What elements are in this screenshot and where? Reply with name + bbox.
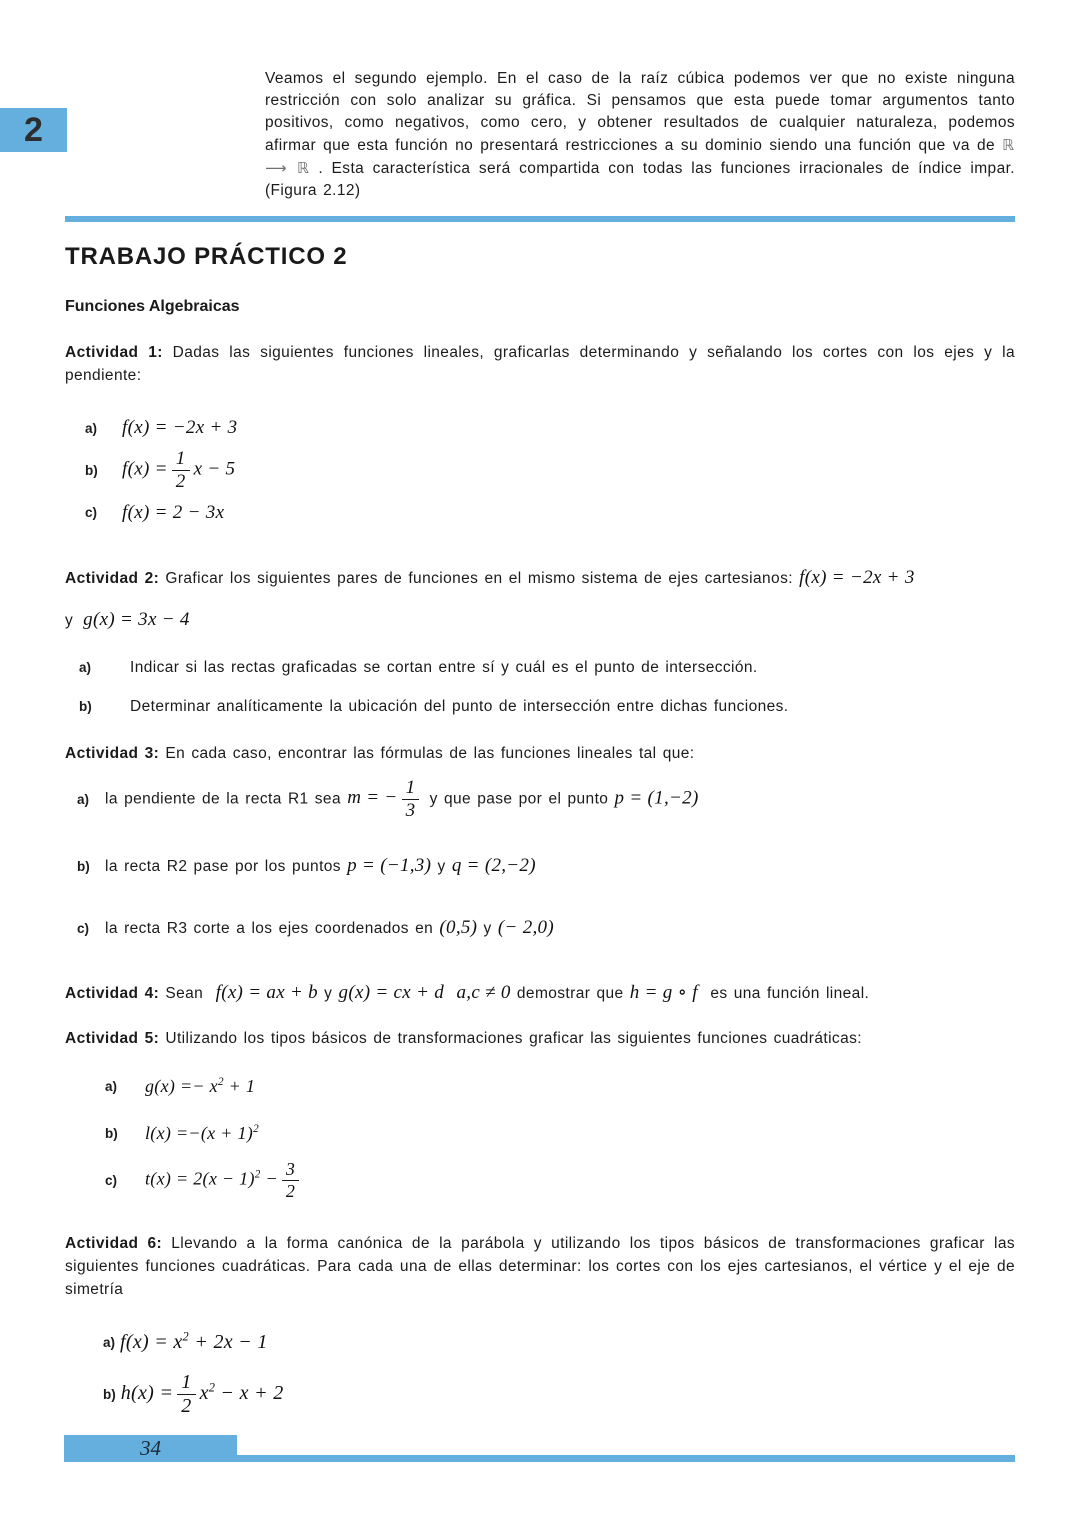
activity-6-item-b [103,1371,1015,1418]
item-b-text [105,855,536,877]
item-b-label: b) [103,1386,116,1402]
fraction [402,777,420,822]
activity-3-statement [65,742,1015,765]
item-a-text: Indicar si las rectas graficadas se cortan entre sí y cuál es el punto de intersección. [130,658,758,676]
activity-6 [65,1232,1015,1418]
intercept-2: (− 2,0) [497,917,554,939]
composition-formula: h = g ∘ f [629,982,698,1004]
page-number: 34 [140,1436,161,1460]
fraction-denominator: 3 [402,799,420,822]
activity-5-label: Actividad 5: [65,1030,160,1048]
item-b-text-1: la recta R2 pase por los puntos [105,858,341,876]
activity-2-statement [65,566,1015,590]
exponent: 2 [208,1380,216,1395]
activity-5-item-a [105,1076,1015,1097]
exponent: 2 [254,1168,261,1181]
exponent: 2 [253,1123,259,1136]
point-p: p = (1,−2) [614,787,699,809]
activity-3-item-a [77,777,1015,822]
item-a-text-2: y que pase por el punto [429,790,609,808]
point-p: p = (−1,3) [347,855,432,877]
activity-1-item-a [85,417,1015,439]
slope-formula [347,776,423,821]
activity-1-item-b [85,448,1015,493]
formula-f: f(x) = ax + b [215,982,318,1004]
item-a-label: a) [79,660,92,676]
activity-1 [65,341,1015,524]
intro-text-1: Veamos el segundo ejemplo. En el caso de la raíz cúbica podemos ver que no existe ninguna restricción con solo analizar su gráfica. Si pensamos que esta puede tomar argumentos tanto positivos, como negativos, como cero, y obtener resultados de cualquier naturaleza, podemos afirmar que esta función no presentará restricciones a su dominio siendo una función que va de [265,70,1015,154]
item-b-label: b) [79,699,92,715]
item-a-formula [145,1076,255,1097]
page-footer [64,1435,1015,1462]
activity-4-statement [65,981,1015,1005]
activity-2-label: Actividad 2: [65,569,160,587]
r-to-r-notation: ℝ ⟶ ℝ [265,136,1015,177]
activity-6-item-a [103,1331,1015,1354]
page-number-box [64,1435,237,1462]
fraction-numerator: 1 [175,448,186,469]
item-c-label: c) [85,505,98,521]
activity-1-label: Actividad 1: [65,344,163,361]
item-a-text [105,777,699,822]
fraction-denominator: 2 [282,1180,299,1202]
activity-3-item-c [77,917,1015,939]
item-b-formula [121,1371,284,1418]
footer-rule [237,1455,1015,1462]
page-title: TRABAJO PRÁCTICO 2 [65,243,348,270]
formula-pre: f(x) = x [120,1330,183,1353]
item-a-label: a) [105,1079,118,1095]
section-divider [65,216,1015,222]
formula-post: + 1 [223,1076,256,1097]
item-c-text [105,917,554,939]
fraction [172,448,190,493]
intro-paragraph [265,68,1015,202]
chapter-number: 2 [24,111,43,149]
item-a-formula [120,1331,268,1354]
fraction-denominator: 2 [172,470,190,493]
item-b-label: b) [77,858,90,874]
exponent: 2 [217,1076,224,1089]
item-c-label: c) [105,1173,118,1189]
activity-4-text-2: demostrar que [516,985,624,1003]
slope-pre: m = − [347,787,398,809]
activity-2-formula-line [65,609,1015,631]
formula-pre: t(x) = 2(x − 1) [145,1168,255,1189]
formula-mid: − [260,1168,278,1189]
activity-2-text: Graficar los siguientes pares de funciones en el mismo sistema de ejes cartesianos: [165,569,793,587]
fraction [282,1159,299,1201]
fraction [177,1371,195,1418]
activity-3-label: Actividad 3: [65,744,160,762]
item-a-text-1: la pendiente de la recta R1 sea [105,790,341,808]
formula-g: g(x) = cx + d [338,982,445,1004]
fraction-numerator: 1 [181,1370,192,1393]
formula-post: + 2x − 1 [189,1330,268,1353]
exponent: 2 [182,1329,190,1344]
conjunction-y: y [437,858,446,876]
formula-pre: g(x) =− x [145,1076,218,1097]
item-a-label: a) [103,1334,116,1350]
activity-4-label: Actividad 4: [65,985,160,1003]
item-b-formula [122,448,235,493]
formula-pre: h(x) = [120,1381,174,1404]
activity-4-text-1: Sean [165,985,204,1003]
activity-2-formula-f: f(x) = −2x + 3 [799,566,915,588]
fraction-denominator: 2 [177,1394,195,1418]
fraction-numerator: 1 [405,776,416,798]
activity-3 [65,742,1015,940]
item-b-formula [145,1123,259,1144]
fraction-numerator: 3 [285,1159,296,1180]
formula-mid: x [199,1381,209,1404]
activity-1-text: Dadas las siguientes funciones lineales, graficarlas determinando y señalando los cortes con los ejes y la pendiente: [65,344,1016,384]
activity-5-item-c [105,1159,1015,1201]
activity-5-text: Utilizando los tipos básicos de transformaciones graficar las siguientes funciones cuadráticas: [165,1030,862,1048]
activity-2-item-b [79,698,1015,716]
item-a-label: a) [77,791,90,807]
activity-6-label: Actividad 6: [65,1234,163,1252]
activity-3-item-b [77,855,1015,877]
item-a-formula: f(x) = −2x + 3 [122,417,238,438]
intro-text-2: . Esta característica será compartida con todas las funciones irracionales de índice impar. (Figura 2.12) [265,160,1015,199]
activity-6-text: Llevando a la forma canónica de la parábola y utilizando los tipos básicos de transformaciones graficar las siguientes funciones cuadráticas. Para cada una de ellas determinar: los cortes con los ejes cartesianos, el vértice y el eje de simetría [65,1234,1015,1298]
activity-3-text: En cada caso, encontrar las fórmulas de las funciones lineales tal que: [165,744,695,762]
conjunction-y: y [324,985,333,1003]
item-c-text-1: la recta R3 corte a los ejes coordenados en [105,920,434,938]
formula-pre: l(x) =−(x + 1) [145,1123,254,1144]
item-b-label: b) [85,462,98,478]
condition-ac: a,c ≠ 0 [456,982,511,1004]
conjunction-y: y [65,611,74,629]
activity-2-item-a [79,659,1015,677]
activity-5-item-b [105,1123,1015,1144]
conjunction-y: y [483,920,492,938]
activity-2 [65,566,1015,716]
item-c-label: c) [77,920,90,936]
activity-6-statement [65,1232,1015,1301]
activity-5-statement [65,1027,1015,1050]
item-b-label: b) [105,1126,118,1142]
intercept-1: (0,5) [439,917,478,939]
activity-2-formula-g: g(x) = 3x − 4 [83,608,190,630]
formula-post: − x + 2 [215,1381,284,1404]
chapter-tab [0,108,67,152]
activity-1-statement [65,341,1015,387]
activity-1-item-c [85,502,1015,524]
item-b-formula-pre: f(x) = [122,458,168,480]
section-subtitle: Funciones Algebraicas [65,298,240,315]
item-b-text: Determinar analíticamente la ubicación del punto de intersección entre dichas funciones. [130,697,789,715]
activity-5 [65,1027,1015,1201]
point-q: q = (2,−2) [451,855,536,877]
activity-4-text-3: es una función lineal. [710,985,870,1003]
item-c-formula: f(x) = 2 − 3x [122,501,225,523]
item-b-formula-post: x − 5 [193,458,236,480]
item-a-label: a) [85,420,98,436]
item-c-formula [145,1159,303,1201]
